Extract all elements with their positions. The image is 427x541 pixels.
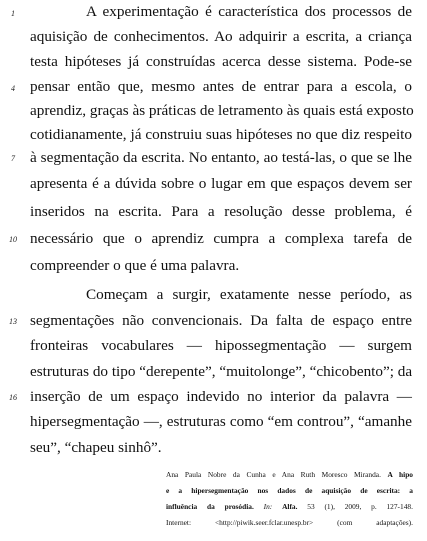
text-line: compreender o que é uma palavra. — [30, 257, 240, 274]
text-line: estruturas do tipo “derepente”, “muitolonge”, “chicobento”; da — [30, 363, 413, 380]
text-line: apresenta é a dúvida sobre o lugar em que espaços devem ser — [30, 175, 412, 192]
text-line: aquisição de conhecimentos. Ao adquirir a escrita, a criança — [30, 28, 412, 45]
line-number: 16 — [9, 393, 17, 402]
text-line: Começam a surgir, exatamente nesse período, as — [86, 286, 412, 303]
text-line: inseridos na escrita. Para a resolução desse problema, é — [30, 203, 412, 220]
citation-line — [166, 467, 413, 483]
citation-title: e a hipersegmentação nos dados de aquisição de escrita: a — [166, 486, 413, 495]
text-line: segmentações não convencionais. Da falta de espaço entre — [30, 312, 412, 329]
citation-details: 53 (1), 2009, p. 127-148. — [307, 502, 413, 511]
line-number: 10 — [9, 235, 17, 244]
line-number: 1 — [11, 9, 15, 18]
text-line: cotidianamente, já construiu suas hipóteses no que diz respeito — [30, 126, 412, 143]
citation-title: A hipo — [387, 470, 414, 479]
citation-line — [166, 483, 413, 499]
citation-title: influência da prosódia. — [166, 502, 254, 511]
text-line: aprendiz, graças às práticas de letramento às quais está exposto — [30, 102, 414, 119]
line-number: 7 — [11, 154, 15, 163]
line-number: 13 — [9, 317, 17, 326]
citation-in: In: — [263, 502, 273, 511]
citation-url-line: Internet: <http://piwik.seer.fclar.unesp.br> (com adaptações). — [166, 518, 413, 527]
text-line: fronteiras vocabulares — hipossegmentação — surgem — [30, 337, 412, 354]
text-line: testa hipóteses já construídas acerca desse sistema. Pode-se — [30, 53, 412, 70]
text-line: seu”, “chapeu sinhô”. — [30, 439, 162, 456]
text-line: à segmentação da escrita. No entanto, ao testá-las, o que se lhe — [30, 149, 412, 166]
citation-line — [166, 499, 413, 515]
text-line: pensar então que, mesmo antes de entrar para a escola, o — [30, 78, 412, 95]
text-line: A experimentação é característica dos processos de — [86, 3, 412, 20]
citation-authors: Ana Paula Nobre da Cunha e Ana Ruth Moresco Miranda. — [166, 470, 381, 479]
citation-journal: Alfa. — [282, 502, 298, 511]
text-line: necessário que o aprendiz cumpra a complexa tarefa de — [30, 230, 412, 247]
text-line: hipersegmentação —, estruturas como “em controu”, “amanhe — [30, 413, 412, 430]
line-number: 4 — [11, 84, 15, 93]
text-line: inserção de um espaço indevido no interior da palavra — — [30, 388, 412, 405]
